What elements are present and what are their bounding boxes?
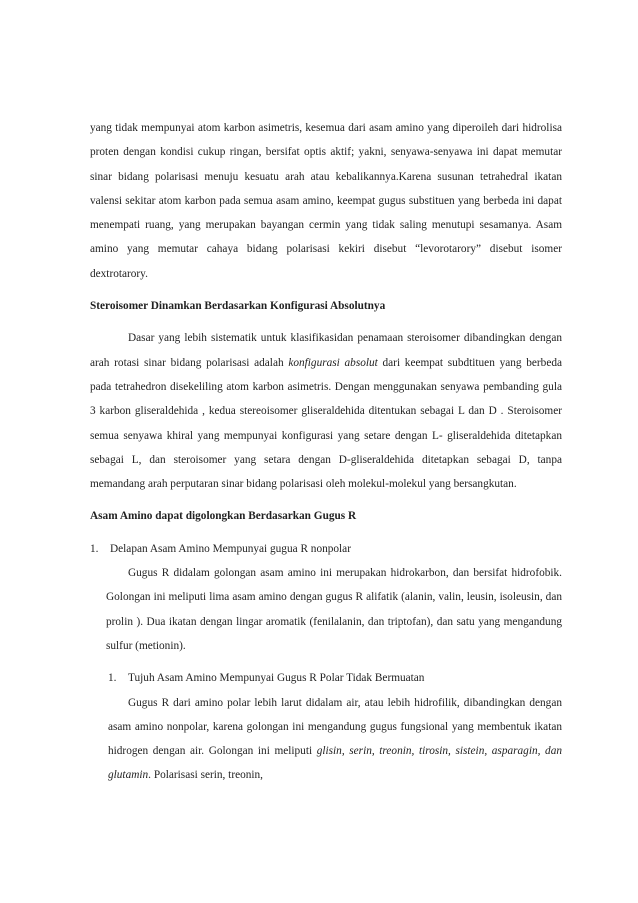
paragraph-text: Dasar yang lebih sistematik untuk klasifikasidan penamaan steroisomer dibandingkan dengan arah rotasi sinar bidang polarisasi adalah	[90, 332, 562, 369]
list-number: 1.	[90, 542, 99, 555]
list-item-1	[90, 537, 562, 658]
list-number: 1.	[108, 672, 117, 685]
italic-term: glisin, serin, treonin, tirosin, sistein, asparagin, dan glutamin	[108, 745, 562, 782]
list-title-text: Delapan Asam Amino Mempunyai gugua R nonpolar	[110, 542, 351, 555]
paragraph-text: dari keempat subdtituen yang berbeda pada tetrahedron disekeliling atom karbon asimetris. Dengan menggunakan senyawa pembanding gula 3 karbon gliseraldehida , kedua stereoisomer gliseraldehida ditentukan sebagai L dan D . Steroisomer semua senyawa khiral yang mempunyai konfigurasi yang setare dengan L- gliseraldehida ditetapkan sebagai L, dan steroisomer yang setara dengan D-gliseraldehida ditetapkan sebagai D, tanpa memandang arah perputaran sinar bidang polarisasi oleh molekul-molekul yang bersangkutan.	[90, 356, 562, 491]
section-heading-steroisomer: Steroisomer Dinamkan Berdasarkan Konfigurasi Absolutnya	[90, 300, 386, 313]
list-item-paragraph	[108, 691, 562, 788]
intro-paragraph: yang tidak mempunyai atom karbon asimetris, kesemua dari asam amino yang diperoileh dari hidrolisa proten dengan kondisi cukup ringan, bersifat optis aktif; yakni, senyawa-senyawa ini dapat memutar sinar bidang polarisasi menuju kesuatu arah atau kebalikannya.Karena susunan tetrahedral ikatan valensi sekitar atom karbon pada semua asam amino, keempat gugus substituen yang berbeda ini dapat menempati ruang, yang merupakan bayangan cermin yang tidak saling menutupi sesamanya. Asam amino yang memutar cahaya bidang polarisasi kekiri disebut “levorotarory” disebut isomer dextrotarory.	[90, 122, 562, 280]
italic-term: konfigurasi absolut	[288, 356, 378, 369]
paragraph-text: . Polarisasi serin, treonin,	[148, 769, 264, 782]
list-item-title	[108, 666, 562, 690]
list-title-text: Tujuh Asam Amino Mempunyai Gugus R Polar Tidak Bermuatan	[128, 672, 425, 685]
list-item-title	[90, 537, 562, 561]
document-content	[90, 116, 562, 788]
section-heading-gugus-r: Asam Amino dapat digolongkan Berdasarkan Gugus R	[90, 510, 357, 523]
steroisomer-paragraph	[90, 326, 562, 496]
list-item-2	[90, 666, 562, 787]
paragraph-text: Gugus R dari amino polar lebih larut didalam air, atau lebih hidrofilik, dibandingkan dengan asam amino nonpolar, karena golongan ini mengandung gugus fungsional yang membentuk ikatan hidrogen dengan air. Golongan ini meliputi	[108, 696, 562, 758]
list-item-paragraph: Gugus R didalam golongan asam amino ini merupakan hidrokarbon, dan bersifat hidrofobik. Golongan ini meliputi lima asam amino dengan gugus R alifatik (alanin, valin, leusin, isoleusin, dan prolin ). Dua ikatan dengan lingar aromatik (fenilalanin, dan triptofan), dan satu yang mengandung sulfur (metionin).	[106, 567, 562, 652]
